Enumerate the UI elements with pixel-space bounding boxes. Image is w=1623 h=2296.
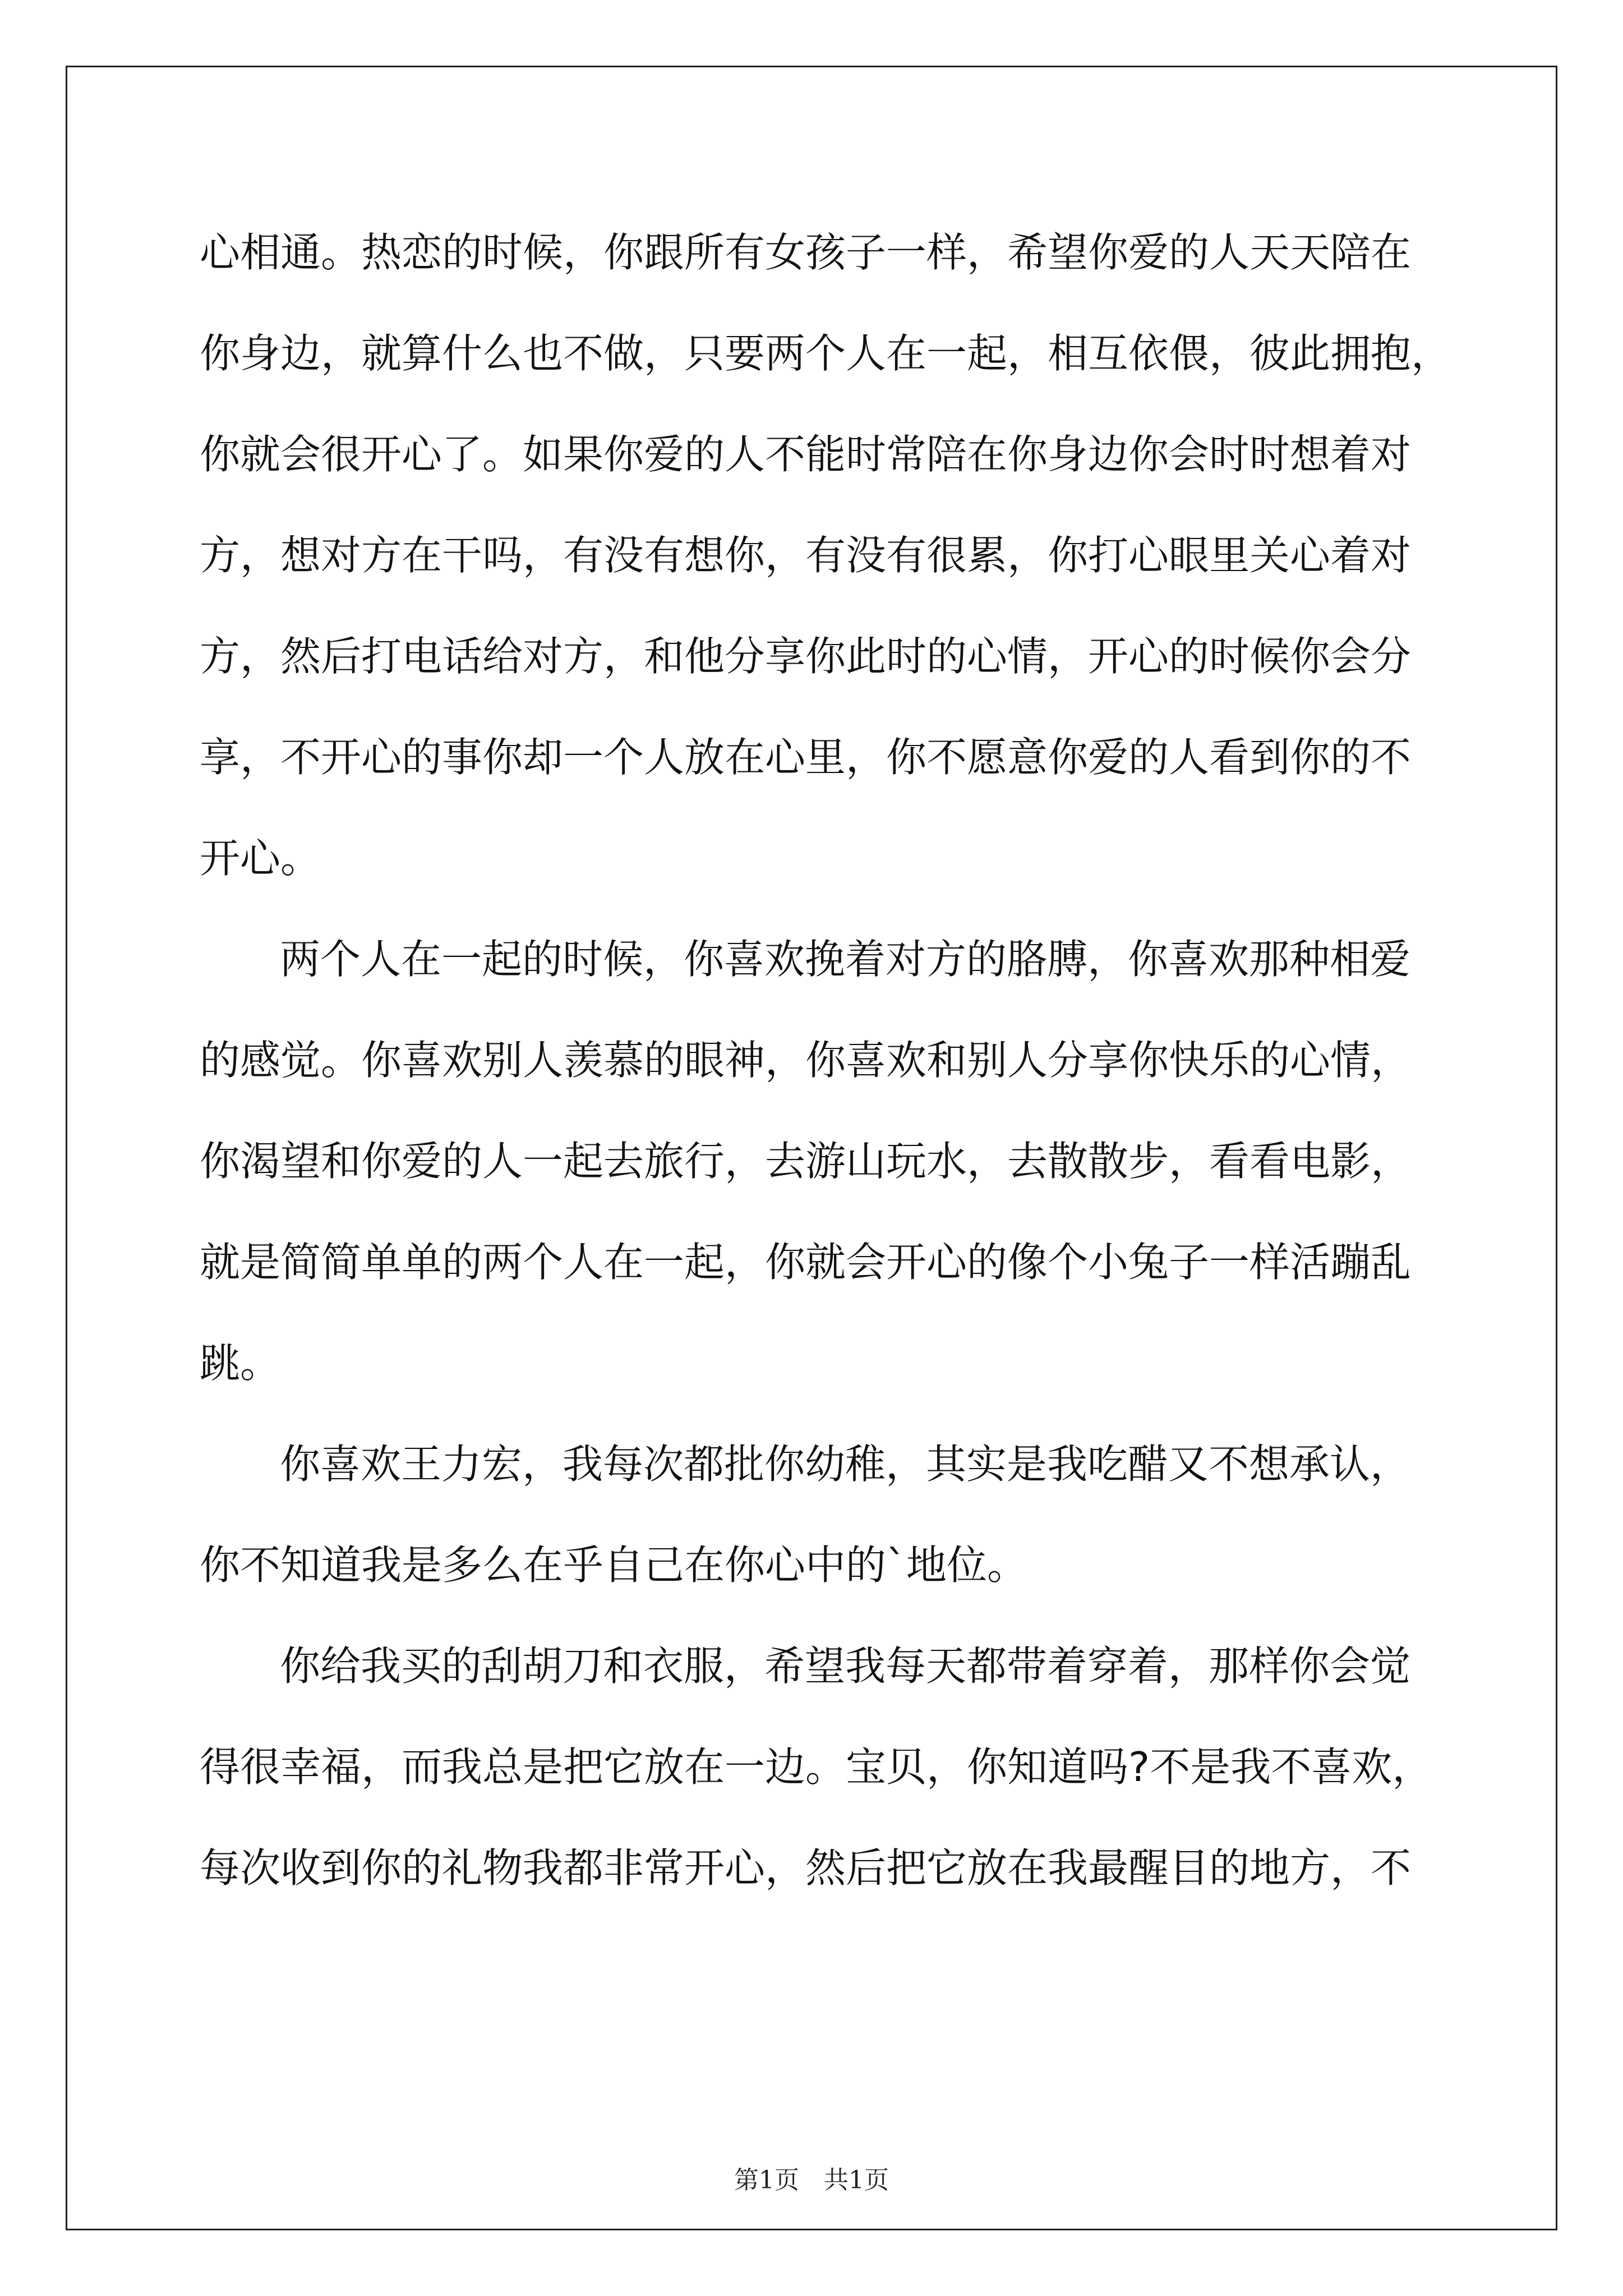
paragraph-start-line: 两个人在一起的时候，你喜欢挽着对方的胳膊，你喜欢那种相爱	[280, 936, 1411, 983]
text-line: 你渴望和你爱的人一起去旅行，去游山玩水，去散散步，看看电影，	[200, 1138, 1412, 1185]
text-line: 心相通。热恋的时候，你跟所有女孩子一样，希望你爱的人天天陪在	[200, 229, 1412, 276]
text-line: 开心。	[200, 835, 321, 882]
text-line: 得很幸福，而我总是把它放在一边。宝贝，你知道吗?不是我不喜欢，	[200, 1743, 1433, 1791]
paragraph-start-line: 你喜欢王力宏，我每次都批你幼稚，其实是我吃醋又不想承认，	[280, 1441, 1411, 1488]
text-line: 的感觉。你喜欢别人羡慕的眼神，你喜欢和别人分享你快乐的心情，	[200, 1037, 1412, 1084]
page-footer: 第1页 共1页	[734, 2166, 889, 2194]
text-line: 方，然后打电话给对方，和他分享你此时的心情，开心的时候你会分	[200, 633, 1412, 680]
text-line: 就是简简单单的两个人在一起，你就会开心的像个小兔子一样活蹦乱	[200, 1239, 1412, 1286]
text-line: 你就会很开心了。如果你爱的人不能时常陪在你身边你会时时想着对	[200, 431, 1412, 478]
text-line: 你身边，就算什么也不做，只要两个人在一起，相互依偎，彼此拥抱，	[200, 330, 1452, 377]
text-line: 方，想对方在干吗，有没有想你，有没有很累，你打心眼里关心着对	[200, 532, 1412, 579]
text-line: 享，不开心的事你却一个人放在心里，你不愿意你爱的人看到你的不	[200, 734, 1412, 781]
text-line: 你不知道我是多么在乎自己在你心中的`地位。	[200, 1542, 1028, 1589]
text-line: 每次收到你的礼物我都非常开心，然后把它放在我最醒目的地方，不	[200, 1844, 1412, 1892]
text-line: 跳。	[200, 1340, 281, 1387]
paragraph-start-line: 你给我买的刮胡刀和衣服，希望我每天都带着穿着，那样你会觉	[280, 1642, 1411, 1690]
